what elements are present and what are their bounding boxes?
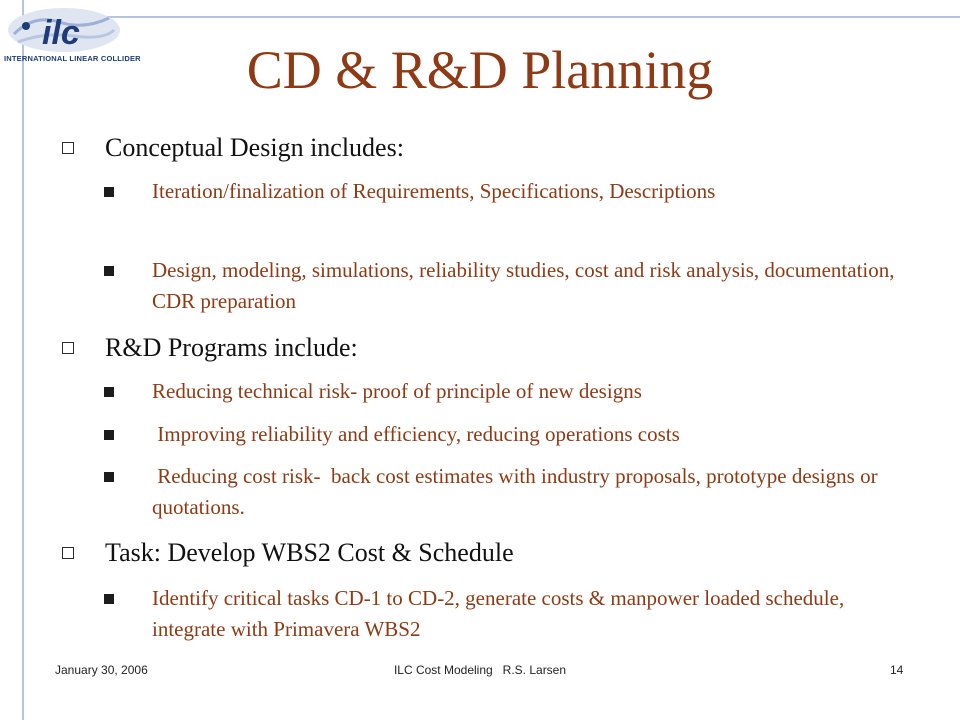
footer-date: January 30, 2006: [55, 663, 148, 677]
page-number: 14: [890, 663, 904, 677]
slide-title: CD & R&D Planning: [246, 40, 714, 100]
list-item: Improving reliability and efficiency, reducing operations costs: [104, 419, 904, 450]
list-item: Design, modeling, simulations, reliability studies, cost and risk analysis, documentation, CDR preparation: [104, 255, 904, 317]
svg-text:ilc: ilc: [42, 14, 80, 52]
list-item: Identify critical tasks CD-1 to CD-2, generate costs & manpower loaded schedule, integrate with Primavera WBS2: [104, 583, 904, 645]
square-bullet-icon: [104, 387, 114, 397]
square-bullet-icon: [104, 594, 114, 604]
logo-text: INTERNATIONAL LINEAR COLLIDER: [4, 54, 141, 63]
left-rule: [22, 0, 24, 720]
footer-center: ILC Cost Modeling R.S. Larsen: [393, 663, 567, 677]
square-bullet-icon: [104, 266, 114, 276]
section-heading: Task: Develop WBS2 Cost & Schedule: [62, 538, 514, 568]
top-rule: [100, 16, 960, 18]
square-bullet-icon: [104, 187, 114, 197]
list-item: Iteration/finalization of Requirements, Specifications, Descriptions: [104, 176, 904, 207]
hollow-square-bullet-icon: [62, 547, 74, 559]
hollow-square-bullet-icon: [62, 342, 74, 354]
hollow-square-bullet-icon: [62, 142, 74, 154]
square-bullet-icon: [104, 430, 114, 440]
section-heading: Conceptual Design includes:: [62, 133, 404, 163]
square-bullet-icon: [104, 472, 114, 482]
list-item: Reducing cost risk- back cost estimates with industry proposals, prototype designs or quotations.: [104, 461, 904, 523]
section-heading: R&D Programs include:: [62, 333, 358, 363]
list-item: Reducing technical risk- proof of principle of new designs: [104, 376, 904, 407]
